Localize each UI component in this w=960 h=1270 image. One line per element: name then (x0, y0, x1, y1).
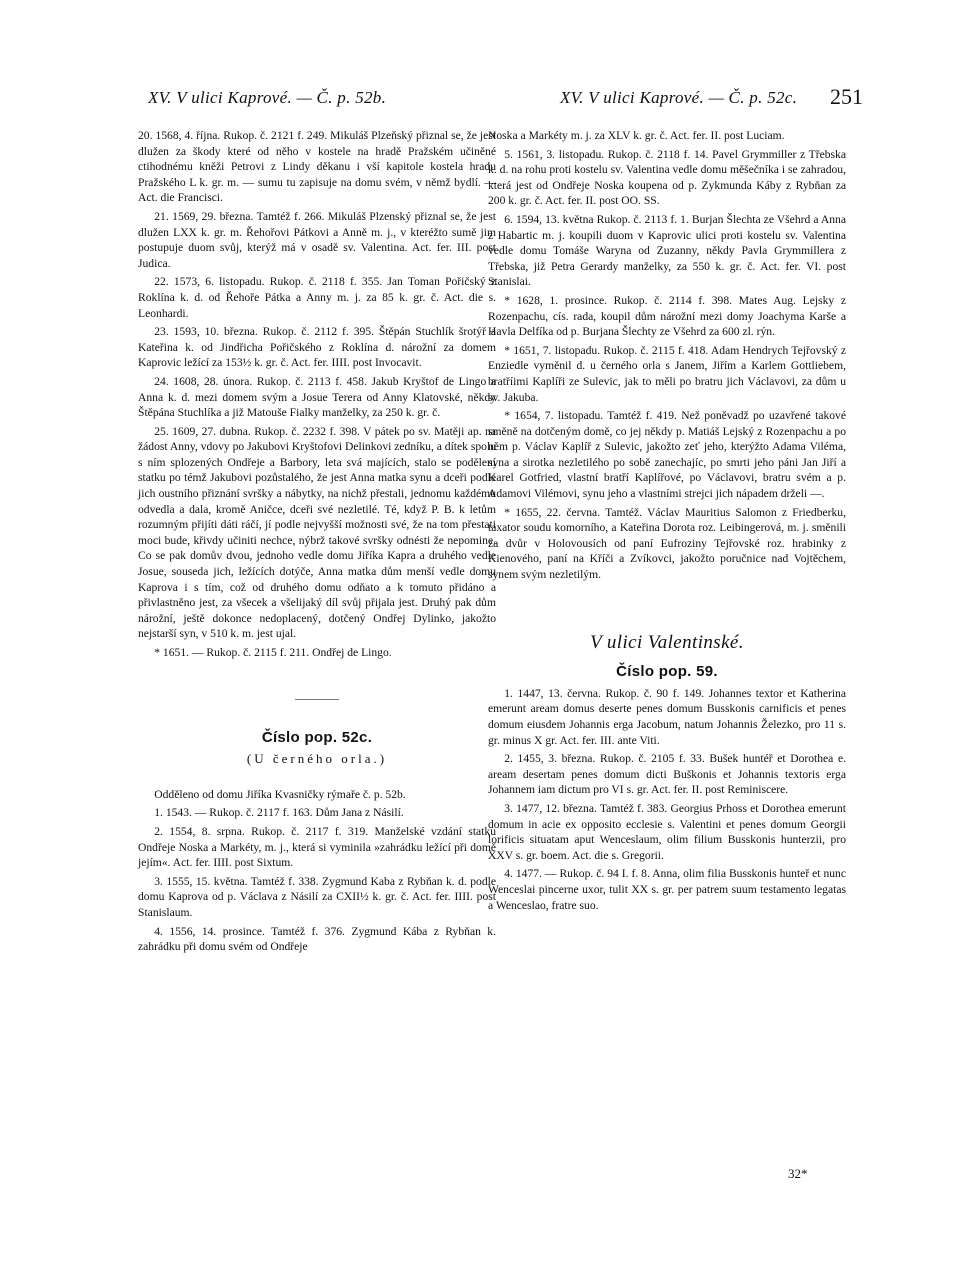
right-column (488, 128, 846, 916)
entry-paragraph: * 1655, 22. června. Tamtéž. Václav Mauritius Salomon z Friedberku, taxator soudu komorního, a Kateřina Dorota roz. Leibingerová, m. j. směnili za dvůr v Holovousích od paní Eufroziny Tejřovské roz. hrabinky z Kienového, paní na Kříči a Zvíkovci, jakožto poručnice nad Vojtěchem, synem svým nezletilým. (488, 505, 846, 582)
signature-mark: 32* (788, 1166, 808, 1181)
entry-paragraph: 1. 1447, 13. června. Rukop. č. 90 f. 149. Johannes textor et Katherina emerunt aream domus deserte penes domum Busskonis carnificis et penes domum eiusdem Johannis erga Jacobum, natum Johannis Železko, pro 11 s. gr. minus X gr. Act. fer. III. ante Viti. (488, 686, 846, 747)
entry-paragraph: * 1651. — Rukop. č. 2115 f. 211. Ondřej de Lingo. (154, 646, 392, 659)
entry-paragraph: 2. 1554, 8. srpna. Rukop. č. 2117 f. 319. Manželské vzdání statku Ondřeje Noska a Markéty, m. j., která si vyminila »zahrádku ležící při domě jejím«. Act. fer. IIII. post Sixtum. (138, 824, 496, 870)
section-divider (295, 699, 339, 700)
entry-paragraph: 3. 1477, 12. března. Tamtéž f. 383. Georgius Prhoss et Dorothea emerunt domum in acie ex opposito ecclesie s. Valentini et penes domum Georgii lorificis situatam aput Wenceslaum, olim filium Busskonis hunterzii, pro XXV s. gr. boem. Act. die s. Gregorii. (488, 801, 846, 862)
entry-paragraph: Odděleno od domu Jiříka Kvasničky rýmaře č. p. 52b. (154, 787, 406, 801)
entry-paragraph: 3. 1555, 15. května. Tamtéž f. 338. Zygmund Kaba z Rybňan k. d. podle domu Kaprova od p. Václava z Násilí za CXII½ k. gr. č. Act. fer. IIII. post Stanislaum. (138, 874, 496, 919)
entry-paragraph: 25. 1609, 27. dubna. Rukop. č. 2232 f. 398. V pátek po sv. Matěji ap. na žádost Anny, vdovy po Jakubovi Kryštofovi Delinkovi zedníku, a dítek spolu s ním splozených Ondřeje a Barbory, leta svá majících, stalo se podělení statku po témž Jakubovi pozůstalého, že jest Anna matka synu a dceři podle jich oustního přiznání svršky a nábytky, na nichž přestali, jednomu každému odvedla a dala, kromě Aničce, dceři své nezletilé. Té, když P. B. k letům rozumným přijíti dáti ráčí, jí podle nejvyšší možnosti své, že na tom přestati moci bude, křivdy učiniti nechce, nýbrž takové svršky odnésti že nepomine. Co se pak domův dvou, jednoho vedle domu Jiříka Kapra a druhého vedle Josue, souseda jich, ležících dotýče, Anna matka dům menší vedle domu Kaprova i s tím, což od druhého domu odňato a k tomuto přidáno a přivlastněno jest, za všecek a všelijaký díl svůj přijala jest. Druhý pak dům nárožní, ještě dokonce nedoplacený, dotčený Ondřej Dylinko, jakožto nejstarší syn, v 510 k. m. jest ujal. (138, 424, 496, 641)
entry-paragraph: 23. 1593, 10. března. Rukop. č. 2112 f. 395. Štěpán Stuchlík šrotýř a Kateřina k. od Jindřicha Pořičského z Roklína d. nárožní za domem Kaprovic ležící za 153½ k. gr. č. Act. fer. IIII. post Invocavit. (138, 325, 496, 370)
entry-paragraph: 4. 1556, 14. prosince. Tamtéž f. 376. Zygmund Kába z Rybňan k. zahrádku při domu svém od Ondřeje (138, 924, 496, 954)
left-column (138, 128, 496, 958)
running-header (0, 84, 960, 118)
page-number: 251 (830, 84, 863, 109)
entry-paragraph: 22. 1573, 6. listopadu. Rukop. č. 2118 f. 355. Jan Toman Pořičský z Roklína k. d. od Řehoře Pátka a Anny m. j. za 85 k. gr. č. Act. die s. Leonhardi. (138, 275, 496, 320)
section-title: Číslo pop. 59. (616, 663, 718, 681)
entry-paragraph: * 1654, 7. listopadu. Tamtéž f. 419. Než poněvadž po uzavřené takové směně na dotčeným domě, co jej někdy p. Matiáš Lejský z Rozenpachu a po něm p. Václav Kaplíř z Sulevic, jakožto zeť jeho, kterýžto Adama Viléma, syna a sirotka nezletilého po sobě zanechajíc, po smrti jeho páni Jan Jiří a Karel Gotfried, vlastní bratří Kaplířové, po Václavovi, bratru svém a p. Adamovi Vilémovi, synu jeho a vlastními strejci jich nápadem drželi —. (488, 409, 846, 501)
entry-paragraph: 2. 1455, 3. března. Rukop. č. 2105 f. 33. Bušek huntéř et Dorothea e. aream desertam penes domum dicti Buškonis et Johannis textoris erga Johannem iam dictum pro VI s. gr. Act. fer. II. post Reminiscere. (488, 752, 846, 797)
entry-paragraph: * 1628, 1. prosince. Rukop. č. 2114 f. 398. Mates Aug. Lejsky z Rozenpachu, cís. rada, koupil dům nárožní mezi domy Joachyma Karše a Havla Delfíka od p. Burjana Šlechty ze Všehrd za 600 zl. rýn. (488, 293, 846, 339)
entry-paragraph: 6. 1594, 13. května Rukop. č. 2113 f. 1. Burjan Šlechta ze Všehrd a Anna z Habartic m. j. koupili duom v Kaprovic ulici proti kostelu sv. Valentina vedle domu Tomáše Waryna od Zuzanny, někdy Pavla Grymmillera z Třebska, již Petra Gerardy manželky, za 550 k. gr. č. Act. fer. VI. post Stanislai. (488, 212, 846, 289)
street-title: V ulici Valentinské. (590, 631, 744, 653)
entry-paragraph: 5. 1561, 3. listopadu. Rukop. č. 2118 f. 14. Pavel Grymmiller z Třebska k. d. na rohu proti kostelu sv. Valentina vedle domu měšečníka i se zahradou, která jest od Ondřeje Noska koupena od p. Zykmunda Káby z Rybňan za 200 k. gr. č. Act. fer. II. post OO. SS. (488, 147, 846, 208)
entry-paragraph: 1. 1543. — Rukop. č. 2117 f. 163. Dům Jana z Násilí. (154, 806, 404, 820)
header-left-title: XV. V ulici Kaprové. — Č. p. 52b. (148, 88, 387, 107)
section-title: Číslo pop. 52c. (261, 728, 373, 746)
entry-paragraph: Noska a Markéty m. j. za XLV k. gr. č. Act. fer. II. post Luciam. (488, 129, 785, 142)
entry-paragraph: 20. 1568, 4. října. Rukop. č. 2121 f. 249. Mikuláš Plzeňský přiznal se, že jest dlužen za škody které od něho v kostele na hradě Pražském učiněné ctihodnému kněži Petrovi z Lindy děkanu i vší kapitole kostela hradu Pražského L k. gr. m. — sumu tu zapisuje na domu svém, v němž bydlí. — Act. die Francisci. (138, 129, 496, 205)
header-right-title: XV. V ulici Kaprové. — Č. p. 52c. (560, 88, 798, 107)
entry-paragraph: 24. 1608, 28. února. Rukop. č. 2113 f. 458. Jakub Kryštof de Lingo a Anna k. d. mezi domem svým a Josue Terera od Anny Klatovské, někdy Štěpána Stuchlíka a již Matouše Fialky manželky, za 250 k. gr. č. (138, 374, 496, 420)
entry-paragraph: 4. 1477. — Rukop. č. 94 I. f. 8. Anna, olim filia Busskonis hunteř et nunc Wenceslai pincerne uxor, tulit XX s. gr. per patrem suum testamento legatas a Wenceslao, fratre suo. (488, 867, 846, 912)
entry-paragraph: * 1651, 7. listopadu. Rukop. č. 2115 f. 418. Adam Hendrych Tejřovský z Enziedle vyměnil d. u černého orla s Janem, Jiřím a Karlem Gottliebem, bratříimi Kaplíři ze Sulevic, jak to měli po bratru jich Václavovi, za dům u sv. Jakuba. (488, 343, 846, 404)
entry-paragraph: 21. 1569, 29. března. Tamtéž f. 266. Mikuláš Plzenský přiznal se, že jest dlužen LXX k. gr. m. Řehořovi Pátkovi a Anně m. j., v kteréžto sumě jim postupuje duom svůj, kterýž má v osadě sv. Valentina. Act. fer. III. post Judica. (138, 209, 496, 270)
section-subtitle: (U černého orla.) (246, 751, 388, 767)
